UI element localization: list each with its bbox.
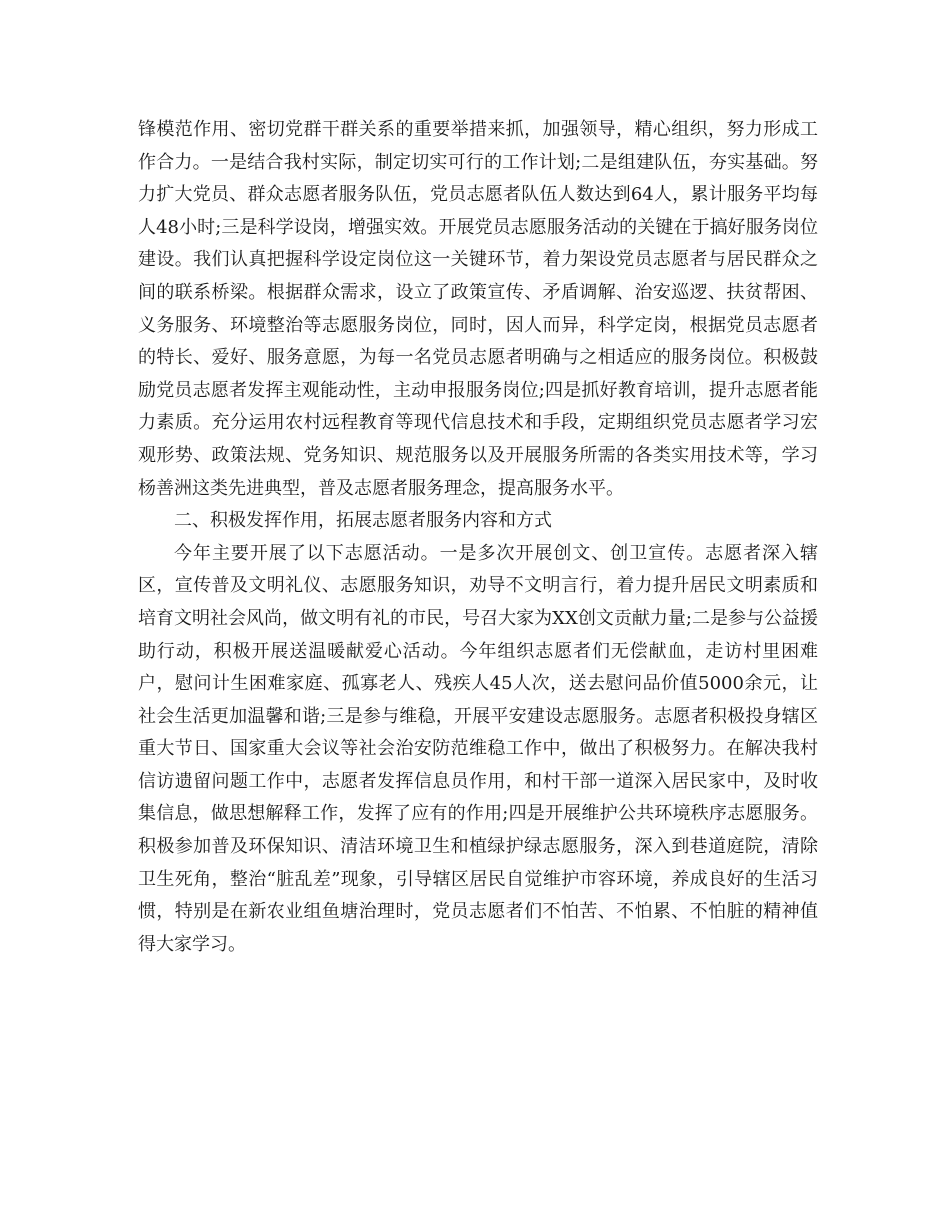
document-body bbox=[138, 114, 818, 961]
paragraph-activities: 今年主要开展了以下志愿活动。一是多次开展创文、创卫宣传。志愿者深入辖区，宣传普及文明礼仪、志愿服务知识，劝导不文明言行，着力提升居民文明素质和培育文明社会风尚，做文明有礼的市民，号召大家为XX创文贡献力量;二是参与公益援助行动，积极开展送温暖献爱心活动。今年组织志愿者们无偿献血，走访村里困难户，慰问计生困难家庭、孤寡老人、残疾人45人次，送去慰问品价值5000余元，让社会生活更加温馨和谐;三是参与维稳，开展平安建设志愿服务。志愿者积极投身辖区重大节日、国家重大会议等社会治安防范维稳工作中，做出了积极努力。在解决我村信访遗留问题工作中，志愿者发挥信息员作用，和村干部一道深入居民家中，及时收集信息，做思想解释工作，发挥了应有的作用;四是开展维护公共环境秩序志愿服务。积极参加普及环保知识、清洁环境卫生和植绿护绿志愿服务，深入到巷道庭院，清除卫生死角，整治“脏乱差”现象，引导辖区居民自觉维护市容环境，养成良好的生活习惯，特别是在新农业组鱼塘治理时，党员志愿者们不怕苦、不怕累、不怕脏的精神值得大家学习。 bbox=[138, 542, 818, 955]
section-heading: 二、积极发挥作用，拓展志愿者服务内容和方式 bbox=[174, 510, 552, 532]
paragraph-continuation: 锋模范作用、密切党群干群关系的重要举措来抓，加强领导，精心组织，努力形成工作合力。一是结合我村实际，制定切实可行的工作计划;二是组建队伍，夯实基础。努力扩大党员、群众志愿者服务队伍，党员志愿者队伍人数达到64人，累计服务平均每人48小时;三是科学设岗，增强实效。开展党员志愿服务活动的关键在于搞好服务岗位建设。我们认真把握科学设定岗位这一关键环节，着力架设党员志愿者与居民群众之间的联系桥梁。根据群众需求，设立了政策宣传、矛盾调解、治安巡逻、扶贫帮困、义务服务、环境整治等志愿服务岗位，同时，因人而异，科学定岗，根据党员志愿者的特长、爱好、服务意愿，为每一名党员志愿者明确与之相适应的服务岗位。积极鼓励党员志愿者发挥主观能动性，主动申报服务岗位;四是抓好教育培训，提升志愿者能力素质。充分运用农村远程教育等现代信息技术和手段，定期组织党员志愿者学习宏观形势、政策法规、党务知识、规范服务以及开展服务所需的各类实用技术等，学习杨善洲这类先进典型，普及志愿者服务理念，提高服务水平。 bbox=[138, 119, 818, 499]
